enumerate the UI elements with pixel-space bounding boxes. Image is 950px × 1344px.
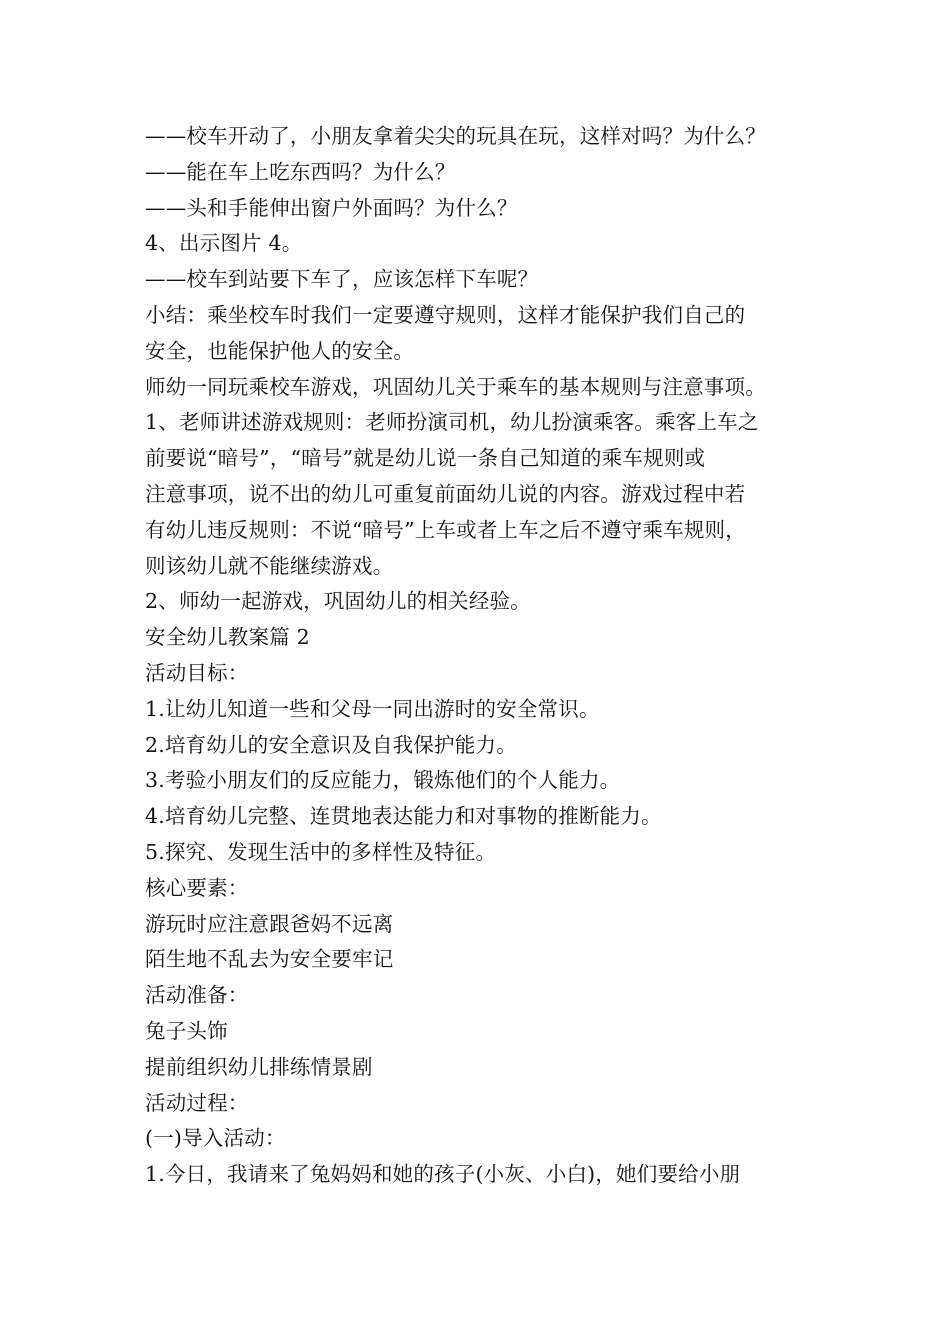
text-line: 活动目标： — [145, 660, 249, 685]
text-line: 注意事项，说不出的幼儿可重复前面幼儿说的内容。游戏过程中若 — [145, 481, 746, 506]
list-item: 2.培育幼儿的安全意识及自我保护能力。 — [145, 732, 517, 757]
section-heading: 安全幼儿教案篇 2 — [145, 625, 310, 650]
text-line: ——校车到站要下车了，应该怎样下车呢？ — [145, 267, 539, 292]
text-line: 有幼儿违反规则：不说“暗号”上车或者上车之后不遵守乘车规则， — [145, 517, 746, 542]
text-line: 核心要素： — [145, 875, 249, 900]
text-line: (一)导入活动： — [145, 1126, 286, 1151]
text-line: 4、出示图片 4。 — [145, 231, 303, 256]
text-line: 2、师幼一起游戏，巩固幼儿的相关经验。 — [145, 589, 531, 614]
list-item: 5.探究、发现生活中的多样性及特征。 — [145, 839, 497, 864]
text-line: ——头和手能伸出窗户外面吗？为什么？ — [145, 195, 518, 220]
document-body — [145, 119, 835, 1193]
text-line: ——校车开动了，小朋友拿着尖尖的玩具在玩，这样对吗？为什么？ — [145, 124, 766, 148]
text-line: 安全，也能保护他人的安全。 — [145, 338, 415, 363]
text-line: 1、老师讲述游戏规则：老师扮演司机，幼儿扮演乘客。乘客上车之 — [145, 410, 759, 435]
text-line: 提前组织幼儿排练情景剧 — [145, 1054, 373, 1079]
text-line: 游玩时应注意跟爸妈不远离 — [145, 911, 394, 936]
list-item: 4.培育幼儿完整、连贯地表达能力和对事物的推断能力。 — [145, 804, 662, 829]
text-line: 小结：乘坐校车时我们一定要遵守规则，这样才能保护我们自己的 — [145, 302, 746, 327]
text-line: 兔子头饰 — [145, 1018, 228, 1043]
text-line: 陌生地不乱去为安全要牢记 — [145, 947, 394, 972]
text-line: 活动过程： — [145, 1090, 249, 1115]
text-line: 则该幼儿就不能继续游戏。 — [145, 553, 394, 578]
text-line: 前要说“暗号”，“暗号”就是幼儿说一条自己知道的乘车规则或 — [145, 446, 706, 471]
list-item: 1.今日，我请来了兔妈妈和她的孩子(小灰、小白)，她们要给小朋 — [145, 1162, 741, 1187]
text-line: ——能在车上吃东西吗？为什么？ — [145, 159, 456, 184]
list-item: 1.让幼儿知道一些和父母一同出游时的安全常识。 — [145, 696, 600, 721]
text-line: 师幼一同玩乘校车游戏，巩固幼儿关于乘车的基本规则与注意事项。 — [145, 374, 766, 399]
list-item: 3.考验小朋友们的反应能力，锻炼他们的个人能力。 — [145, 768, 621, 793]
text-line: 活动准备： — [145, 983, 249, 1008]
